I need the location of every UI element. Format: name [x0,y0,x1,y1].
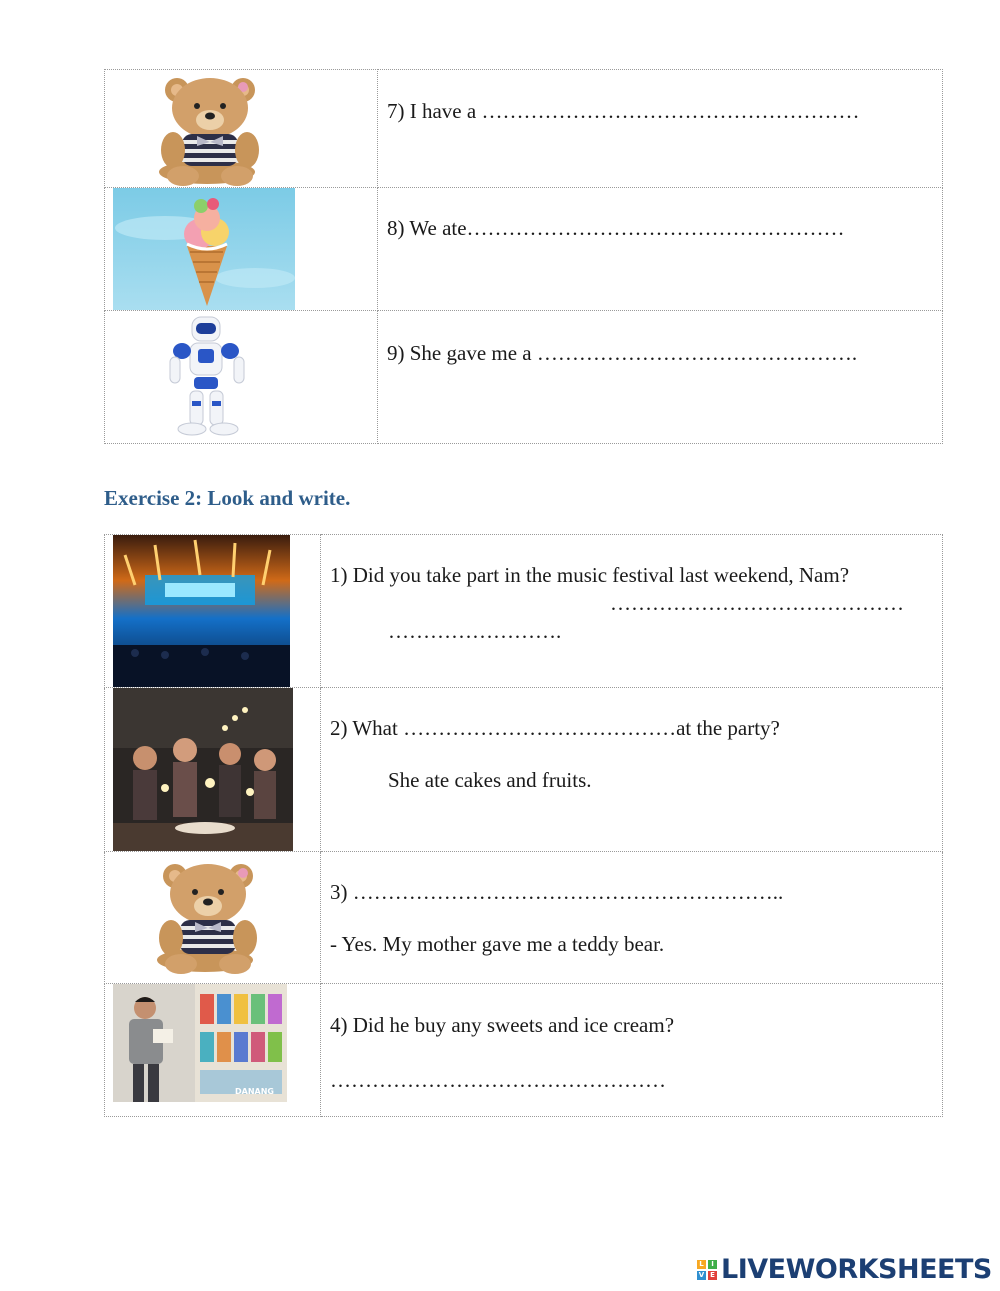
question-2: 2) What …………………………………at the party? [330,716,780,740]
party-image [105,688,321,851]
answer-3: - Yes. My mother gave me a teddy bear. [330,932,665,956]
ice-cream-cone-image [105,188,378,310]
answer-1-line-2: ……………………. [388,619,562,643]
exercise-2-heading: Exercise 2: Look and write. [104,486,351,510]
sentence-7: 7) I have a ……………………………………………… [387,99,860,123]
qa-cell [321,688,943,852]
table-row [105,852,943,984]
image-cell [105,535,321,688]
exercise-1-table [104,69,943,444]
sentence-9: 9) She gave me a ………………………………………. [387,341,858,365]
image-cell [105,70,378,188]
exercise-2-table [104,534,943,1117]
image-cell [105,852,321,984]
logo-mark [697,1260,717,1280]
teddy-bear-image [105,70,378,187]
table-row [105,70,943,188]
sentence-8: 8) We ate……………………………………………… [387,216,845,240]
music-festival-image [105,535,321,687]
question-4: 4) Did he buy any sweets and ice cream? [330,1013,675,1037]
answer-4: ………………………………………… [330,1068,666,1092]
qa-cell [321,984,943,1117]
answer-2: She ate cakes and fruits. [388,768,592,792]
logo-letter-e: E [708,1271,717,1280]
sentence-cell [378,70,943,188]
logo-letter-i: I [708,1260,717,1269]
table-row [105,311,943,444]
image-watermark: DANANG [235,1087,274,1096]
question-3: 3) …………………………………………………….. [330,880,784,904]
image-cell [105,984,321,1117]
logo-text: LIVEWORKSHEETS [721,1254,992,1285]
image-cell [105,188,378,311]
logo-letter-l: L [697,1260,706,1269]
answer-1-line-1: …………………………………… [610,591,904,615]
liveworksheets-logo [697,1254,992,1285]
table-row [105,535,943,688]
qa-cell [321,852,943,984]
teddy-bear-image [105,852,321,983]
table-row [105,984,943,1117]
bookstore-image [105,984,321,1116]
sentence-cell [378,311,943,444]
table-row [105,188,943,311]
image-cell [105,311,378,444]
image-cell [105,688,321,852]
table-row [105,688,943,852]
sentence-cell [378,188,943,311]
logo-letter-v: V [698,1270,705,1279]
toy-robot-image [105,311,378,443]
question-1: 1) Did you take part in the music festival last weekend, Nam? [330,563,850,587]
qa-cell [321,535,943,688]
